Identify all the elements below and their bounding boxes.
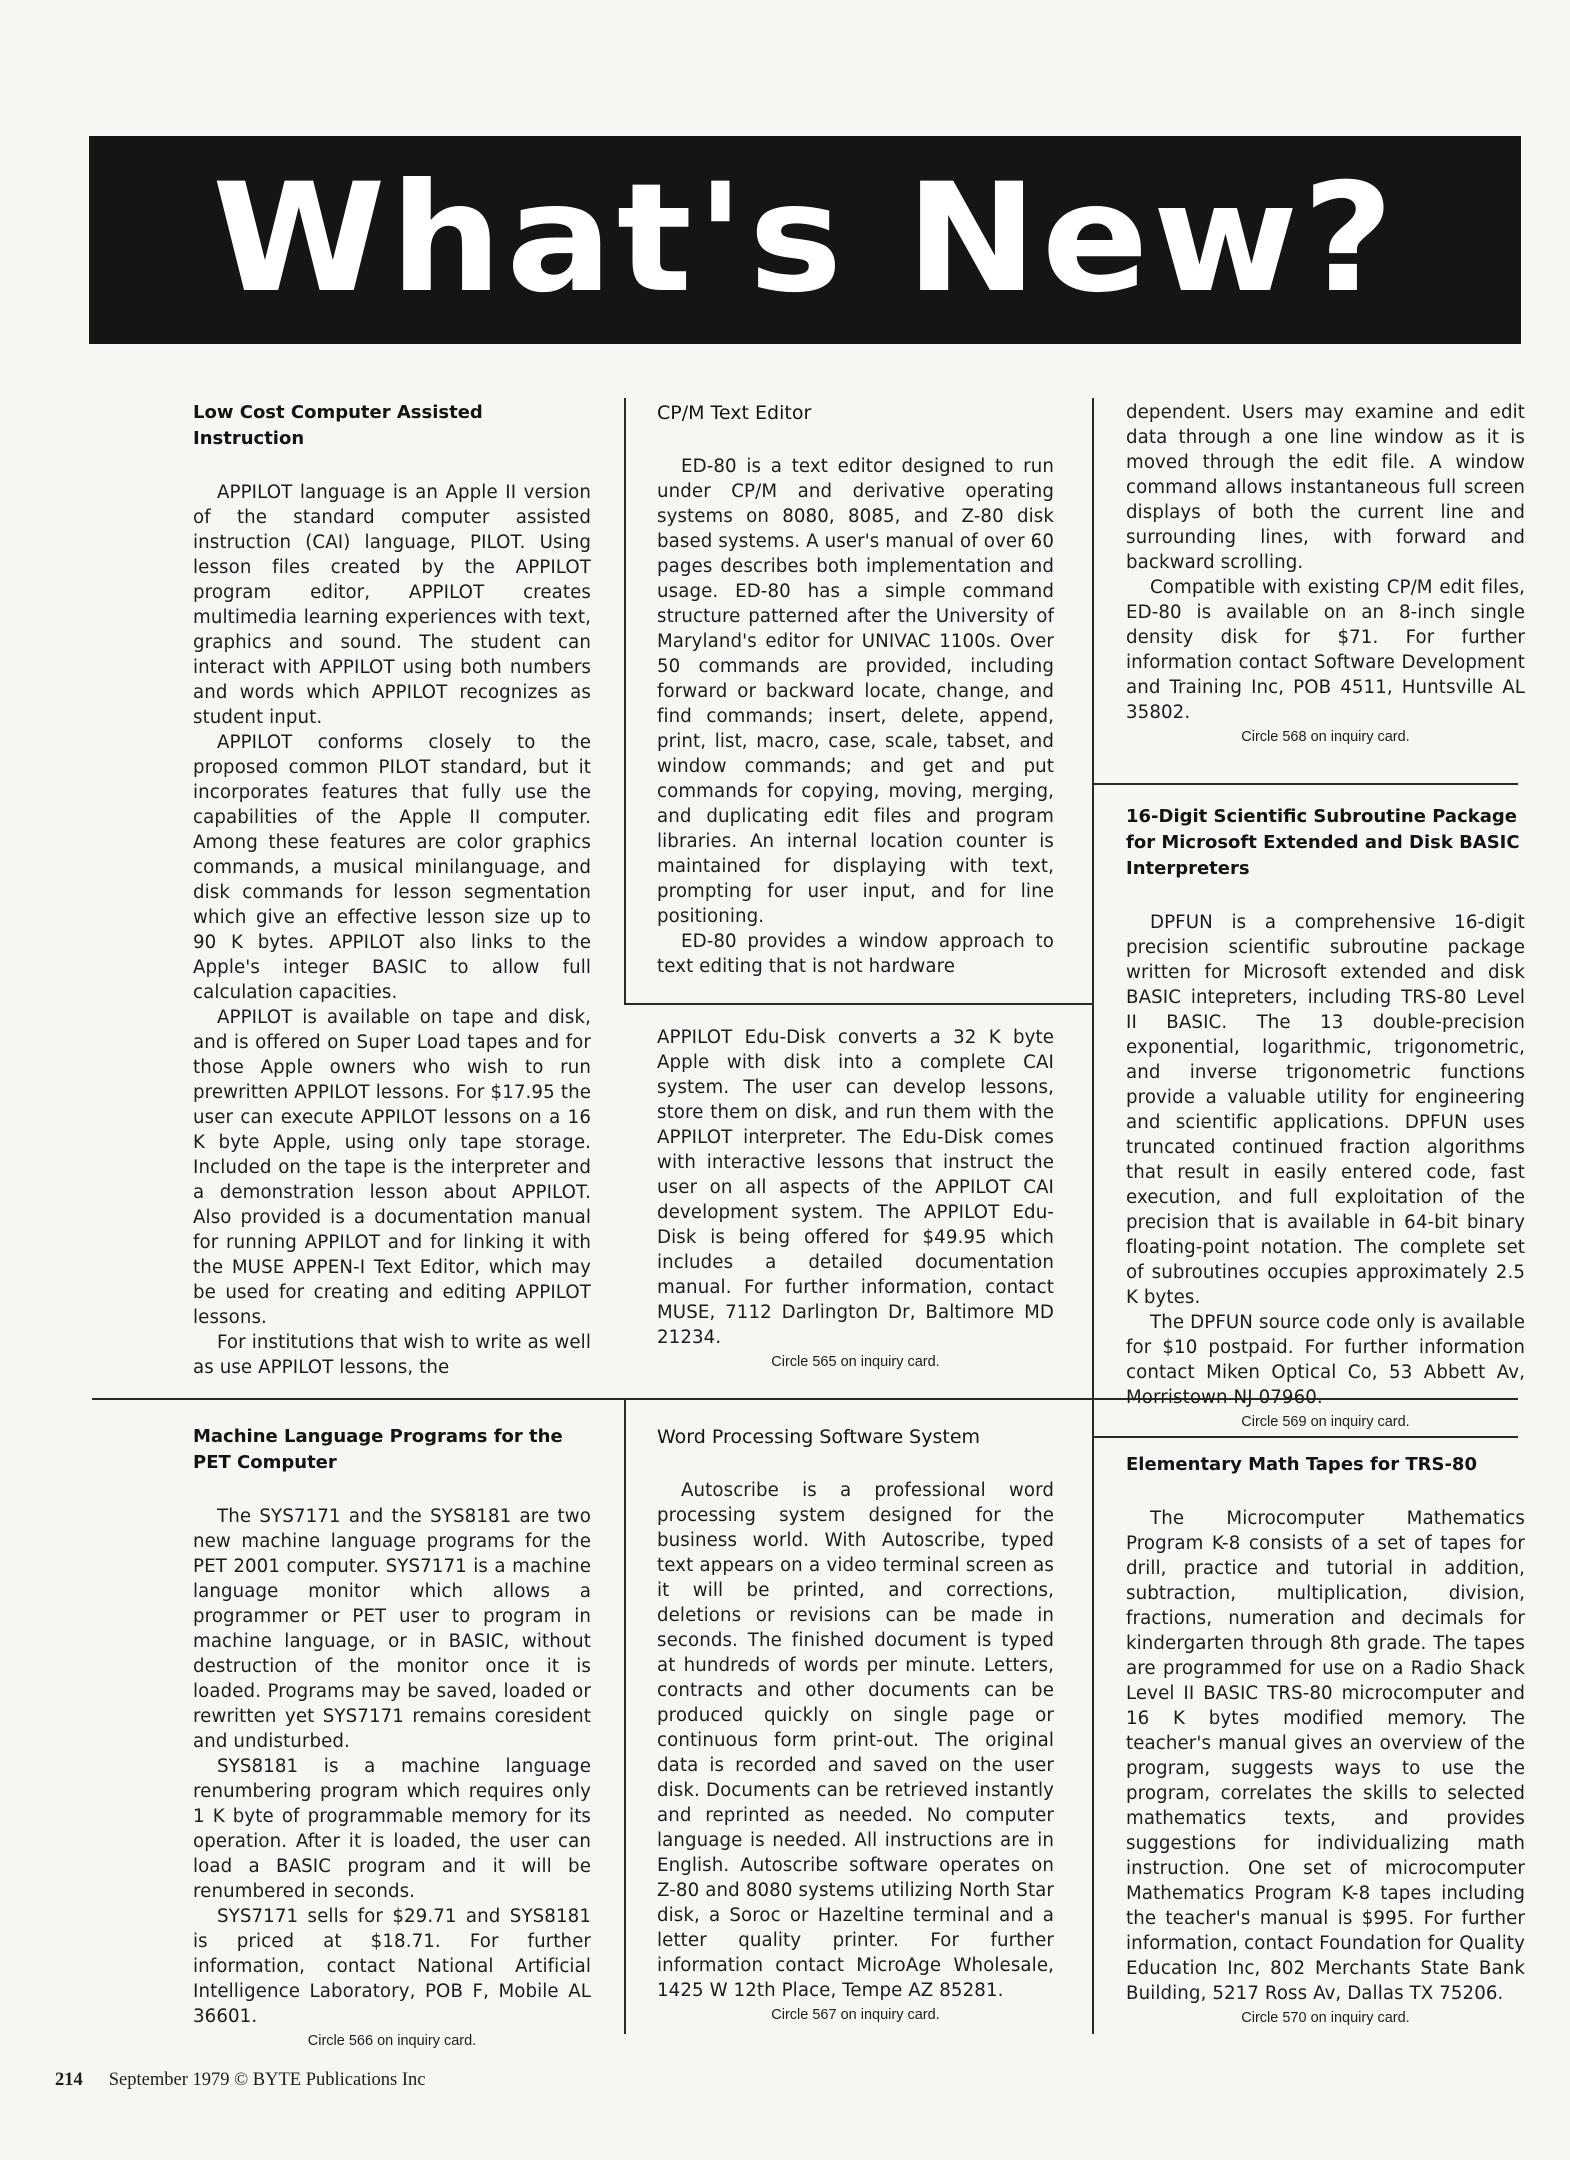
article-heading-line: PET Computer	[193, 1452, 337, 1473]
article-paragraph: ED-80 provides a window approach to text editing that is not hardware	[657, 931, 1054, 977]
page-footer	[55, 2070, 425, 2091]
masthead-banner	[89, 136, 1521, 344]
article-heading-line: for Microsoft Extended and Disk BASIC	[1126, 832, 1520, 853]
article-paragraph: For institutions that wish to write as well as use APPILOT lessons, the	[193, 1332, 591, 1378]
article-heading: Low Cost Computer Assisted Instruction	[193, 402, 483, 449]
article-heading: CP/M Text Editor	[657, 402, 812, 424]
article-paragraph: APPILOT language is an Apple II version of the standard computer assisted instruction (CAI) language, PILOT. Using lesson files created by the APPILOT program editor, APPILOT creates multimedia learning experiences with text, graphics and sound. The student can interact with APPILOT using both numbers and words which APPILOT recognizes as student input.	[193, 482, 591, 728]
article-paragraph: Autoscribe is a professional word processing system designed for the business world. With Autoscribe, typed text appears on a video terminal screen as it will be printed, and corrections, deletions or revisions can be made in seconds. The finished document is typed at hundreds of words per minute. Letters, contracts and other documents can be produced quickly on single page or continuous form print-out. The original data is recorded and saved on the user disk. Documents can be retrieved instantly and reprinted as needed. No computer language is needed. All instructions are in English. Autoscribe software operates on Z-80 and 8080 systems utilizing North Star disk, a Soroc or Hazeltine terminal and a letter quality printer. For further information contact MicroAge Wholesale, 1425 W 12th Place, Tempe AZ 85281.	[657, 1480, 1054, 2001]
article-paragraph: SYS7171 sells for $29.71 and SYS8181 is priced at $18.71. For further information, contact National Artificial Intelligence Laboratory, POB F, Mobile AL 36601.	[193, 1906, 591, 2027]
article-heading-line: Interpreters	[1126, 858, 1250, 879]
article-paragraph: Compatible with existing CP/M edit files, ED-80 is available on an 8-inch single density disk for $71. For further information contact Software Development and Training Inc, POB 4511, Huntsville AL 35802.	[1126, 577, 1525, 723]
inquiry-circle-note: Circle 567 on inquiry card.	[771, 2007, 940, 2023]
article-appilot	[193, 400, 591, 1380]
divider-col2-col3-vertical-top	[1092, 398, 1094, 783]
inquiry-circle-note: Circle 570 on inquiry card.	[1241, 2010, 1410, 2026]
article-paragraph: DPFUN is a comprehensive 16-digit precision scientific subroutine package written for Microsoft extended and disk BASIC intepreters, including TRS-80 Level II BASIC. The 13 double-precision exponential, logarithmic, trigonometric, and inverse trigonometric functions provide a valuable utility for engineering and scientific applications. DPFUN uses truncated continued fraction algorithms that result in easily entered code, fast execution, and full exploitation of the precision that is available in 64-bit binary floating-point notation. The complete set of subroutines occupies approximately 2.5 K bytes.	[1126, 912, 1525, 1308]
inquiry-circle-note: Circle 565 on inquiry card.	[771, 1354, 940, 1370]
footer-credit: September 1979 © BYTE Publications Inc	[108, 2070, 426, 2090]
article-paragraph: APPILOT is available on tape and disk, and is offered on Super Load tapes and for those Apple owners who wish to run prewritten APPILOT lessons. For $17.95 the user can execute APPILOT lessons on a 16 K byte Apple, using only tape storage. Included on the tape is the interpreter and a demonstration lesson about APPILOT. Also provided is a documentation manual for running APPILOT and for linking it with the MUSE APPEN-I Text Editor, which may be used for creating and editing APPILOT lessons.	[193, 1007, 591, 1328]
article-paragraph: dependent. Users may examine and edit data through a one line window as it is moved through the edit file. A window command allows instantaneous full screen displays of both the current line and surrounding lines, with forward and backward scrolling.	[1126, 402, 1525, 573]
article-paragraph: ED-80 is a text editor designed to run under CP/M and derivative operating systems on 8080, 8085, and Z-80 disk based systems. A user's manual of over 60 pages describes both implementation and usage. ED-80 has a simple command structure patterned after the University of Maryland's editor for UNIVAC 1100s. Over 50 commands are provided, including forward or backward locate, change, and find commands; insert, delete, append, print, list, macro, case, scale, tabset, and window commands; and get and put commands for copying, moving, merging, and duplicating edit files and program libraries. An internal location counter is maintained for displaying with text, prompting for user input, and for line positioning.	[657, 456, 1054, 927]
article-paragraph: APPILOT conforms closely to the proposed common PILOT standard, but it incorporates features that fully use the capabilities of the Apple II computer. Among these features are color graphics commands, a musical minilanguage, and disk commands for lesson segmentation which give an effective lesson size up to 90 K bytes. APPILOT also links to the Apple's integer BASIC to allow full calculation capacities.	[193, 732, 591, 1003]
divider-col2-mid	[624, 1003, 1094, 1005]
divider-col2-left-vertical-top	[624, 398, 626, 1003]
divider-col1-col2-vertical-bottom	[624, 1398, 626, 2034]
masthead-title: What's New?	[212, 152, 1398, 326]
divider-col1-mid	[92, 1398, 625, 1400]
inquiry-circle-note: Circle 569 on inquiry card.	[1241, 1414, 1410, 1430]
article-cpm-editor-continued	[1126, 400, 1525, 747]
article-paragraph: The Microcomputer Mathematics Program K-8 consists of a set of tapes for drill, practice and tutorial in addition, subtraction, multiplication, division, fractions, numeration and decimals for kindergarten through 8th grade. The tapes are programmed for use on a Radio Shack Level II BASIC TRS-80 microcomputer and 16 K bytes modified memory. The teacher's manual gives an overview of the program, suggests ways to use the program, correlates the skills to selected mathematics texts, and provides suggestions for individualizing math instruction. One set of microcomputer Mathematics Program K-8 tapes including the teacher's manual is $995. For further information, contact Foundation for Quality Education Inc, 802 Merchants State Bank Building, 5217 Ross Av, Dallas TX 75206.	[1126, 1508, 1525, 2004]
inquiry-circle-note: Circle 566 on inquiry card.	[307, 2033, 477, 2049]
article-paragraph: SYS8181 is a machine language renumbering program which requires only 1 K byte of programmable memory for its operation. After it is loaded, the user can load a BASIC program and it will be renumbered in seconds.	[193, 1756, 591, 1902]
divider-col2-col3-vertical-bottom	[1092, 1398, 1094, 2034]
article-appilot-continued	[657, 1025, 1054, 1372]
divider-col2-col3-vertical-mid	[1092, 783, 1094, 1398]
article-dpfun	[1126, 804, 1525, 1432]
article-heading: Word Processing Software System	[657, 1426, 981, 1448]
divider-col3-lower	[1092, 1436, 1518, 1438]
article-heading-line: 16-Digit Scientific Subroutine Package	[1126, 806, 1517, 827]
divider-col3-top	[1092, 783, 1518, 785]
article-heading-line: Machine Language Programs for the	[193, 1426, 563, 1447]
article-heading: Elementary Math Tapes for TRS-80	[1126, 1454, 1477, 1475]
article-pet	[193, 1424, 591, 2051]
article-paragraph: APPILOT Edu-Disk converts a 32 K byte Apple with disk into a complete CAI system. The user can develop lessons, store them on disk, and run them with the APPILOT interpreter. The Edu-Disk comes with interactive lessons that instruct the user on all aspects of the APPILOT CAI development system. The APPILOT Edu-Disk is being offered for $49.95 which includes a detailed documentation manual. For further information, contact MUSE, 7112 Darlington Dr, Baltimore MD 21234.	[657, 1027, 1054, 1348]
article-math-tapes	[1126, 1452, 1525, 2028]
article-paragraph: The DPFUN source code only is available for $10 postpaid. For further information contact Miken Optical Co, 53 Abbett Av, Morristown NJ 07960.	[1126, 1312, 1525, 1408]
inquiry-circle-note: Circle 568 on inquiry card.	[1241, 729, 1410, 745]
article-paragraph: The SYS7171 and the SYS8181 are two new machine language programs for the PET 2001 computer. SYS7171 is a machine language monitor which allows a programmer or PET user to program in machine language, or in BASIC, without destruction of the monitor once it is loaded. Programs may be saved, loaded or rewritten yet SYS7171 remains coresident and undisturbed.	[193, 1506, 591, 1752]
article-cpm-editor	[657, 400, 1054, 979]
article-word-processing	[657, 1424, 1054, 2025]
page-number: 214	[55, 2070, 83, 2090]
